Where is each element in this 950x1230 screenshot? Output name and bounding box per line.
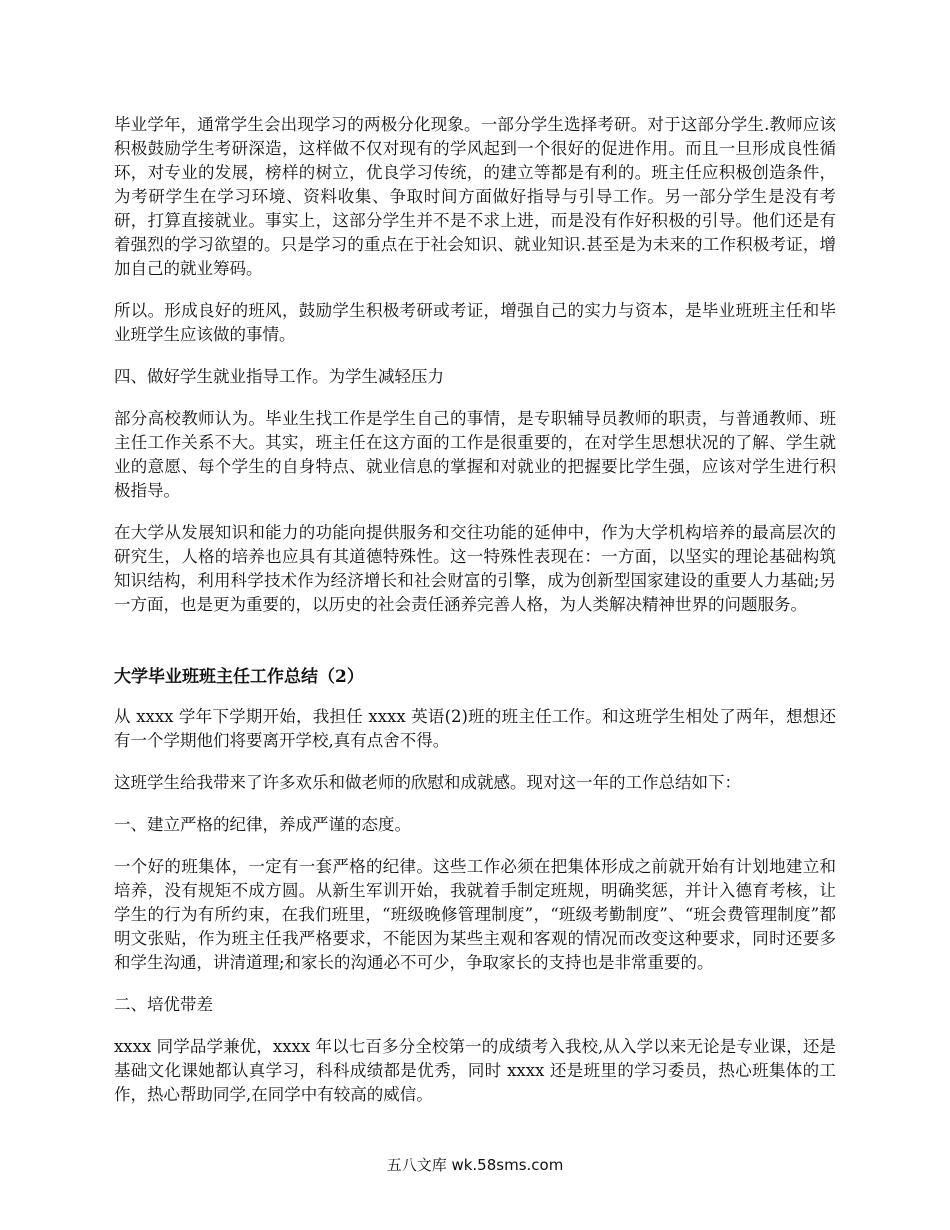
section-title: 大学毕业班班主任工作总结（2） bbox=[114, 667, 364, 687]
paragraph: 所以。形成良好的班风，鼓励学生积极考研或考证，增强自己的实力与资本，是毕业班班主任和毕业班学生应该做的事情。 bbox=[114, 301, 836, 344]
paragraph: 这班学生给我带来了许多欢乐和做老师的欣慰和成就感。现对这一年的工作总结如下： bbox=[114, 773, 741, 792]
paragraph: 一个好的班集体，一定有一套严格的纪律。这些工作必须在把集体形成之前就开始有计划地建立和培养，没有规矩不成方圆。从新生军训开始，我就着手制定班规，明确奖惩，并计入德育考核，让学生的行为有所约束，在我们班里，“班级晚修管理制度”，“班级考勤制度”、“班会费管理制度”都明文张贴，作为班主任我严格要求，不能因为某些主观和客观的情况而改变这种要求，同时还要多和学生沟通，讲清道理;和家长的沟通必不可少，争取家长的支持也是非常重要的。 bbox=[114, 857, 836, 972]
document-body bbox=[114, 113, 836, 1125]
paragraph: 毕业学年，通常学生会出现学习的两极分化现象。一部分学生选择考研。对于这部分学生.教师应该积极鼓励学生考研深造，这样做不仅对现有的学风起到一个很好的促进作用。而且一旦形成良性循环，对专业的发展，榜样的树立，优良学习传统，的建立等都是有利的。班主任应积极创造条件，为考研学生在学习环境、资料收集、争取时间方面做好指导与引导工作。另一部分学生是没有考研，打算直接就业。事实上，这部分学生并不是不求上进，而是没有作好积极的引导。他们还是有着强烈的学习欲望的。只是学习的重点在于社会知识、就业知识.甚至是为未来的工作积极考证，增加自己的就业筹码。 bbox=[114, 115, 836, 278]
section-heading-discipline: 一、建立严格的纪律，养成严谨的态度。 bbox=[114, 815, 411, 834]
section-heading-employment-guidance: 四、做好学生就业指导工作。为学生减轻压力 bbox=[114, 367, 444, 386]
spacer bbox=[114, 635, 836, 665]
paragraph: 从 xxxx 学年下学期开始，我担任 xxxx 英语(2)班的班主任工作。和这班学生相处了两年，想想还有一个学期他们将要离开学校,真有点舍不得。 bbox=[114, 707, 836, 750]
footer-source: 五八文库 wk.58sms.com bbox=[386, 1156, 564, 1174]
paragraph: 部分高校教师认为。毕业生找工作是学生自己的事情，是专职辅导员教师的职责，与普通教师、班主任工作关系不大。其实，班主任在这方面的工作是很重要的，在对学生思想状况的了解、学生就业的意愿、每个学生的自身特点、就业信息的掌握和对就业的把握要比学生强，应该对学生进行积极指导。 bbox=[114, 409, 836, 500]
paragraph: 在大学从发展知识和能力的功能向提供服务和交往功能的延伸中，作为大学机构培养的最高层次的研究生，人格的培养也应具有其道德特殊性。这一特殊性表现在：一方面，以坚实的理论基础构筑知识结构，利用科学技术作为经济增长和社会财富的引擎，成为创新型国家建设的重要人力基础;另一方面，也是更为重要的，以历史的社会责任涵养完善人格，为人类解决精神世界的问题服务。 bbox=[114, 523, 836, 614]
paragraph: xxxx 同学品学兼优，xxxx 年以七百多分全校第一的成绩考入我校,从入学以来无论是专业课，还是基础文化课她都认真学习，科科成绩都是优秀，同时 xxxx 还是班里的学习委员，热心班集体的工作，热心帮助同学,在同学中有较高的威信。 bbox=[114, 1037, 836, 1104]
section-heading-mentoring: 二、培优带差 bbox=[114, 995, 213, 1014]
